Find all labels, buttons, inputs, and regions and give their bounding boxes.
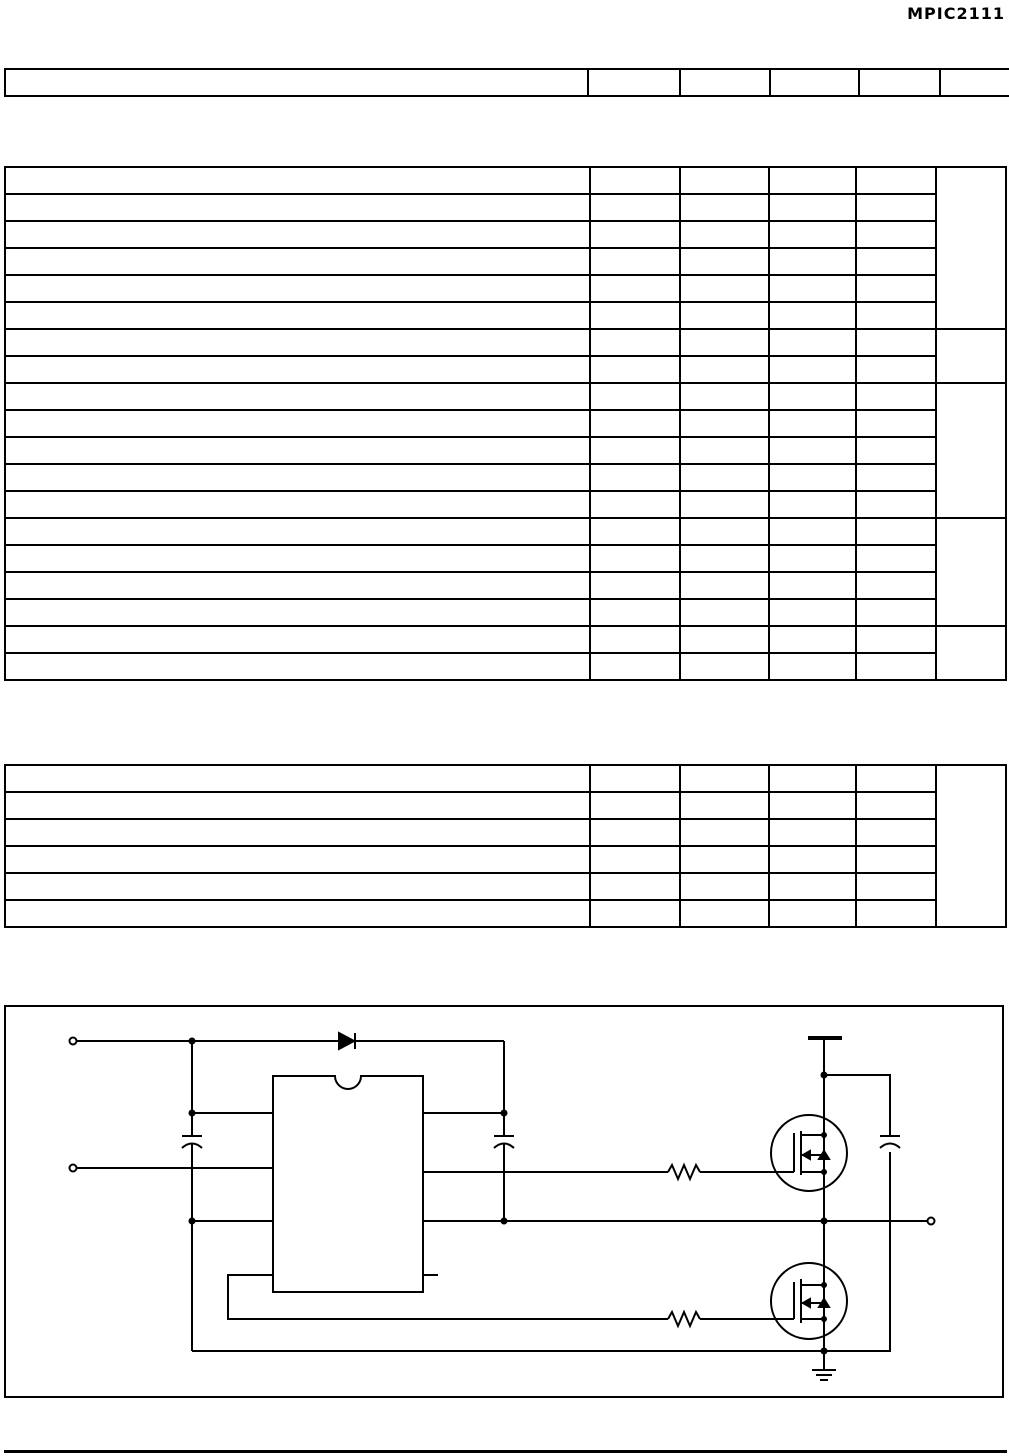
table-cell xyxy=(680,819,769,846)
table-cell xyxy=(769,302,857,329)
table-row xyxy=(5,167,1006,194)
table-cell xyxy=(680,221,769,248)
table-cell xyxy=(590,302,681,329)
table-cell xyxy=(680,653,769,680)
unit-cell xyxy=(936,167,1006,329)
table-cell xyxy=(856,275,935,302)
unit-cell xyxy=(936,626,1006,680)
table-cell xyxy=(5,464,590,491)
table-cell xyxy=(590,329,681,356)
table-cell xyxy=(769,410,857,437)
table-cell xyxy=(856,518,935,545)
table-row xyxy=(5,626,1006,653)
table-cell xyxy=(680,302,769,329)
table-row xyxy=(5,491,1006,518)
table-cell xyxy=(680,410,769,437)
table-row xyxy=(5,383,1006,410)
table-row xyxy=(5,356,1006,383)
mosfet-arrow xyxy=(803,1151,810,1159)
table-cell xyxy=(680,437,769,464)
table-cell xyxy=(769,626,857,653)
table-row xyxy=(5,792,1006,819)
table-cell xyxy=(769,356,857,383)
table-cell xyxy=(769,545,857,572)
table-row xyxy=(5,248,1006,275)
body-diode-icon xyxy=(819,1299,829,1307)
table-cell xyxy=(5,873,590,900)
table-cell xyxy=(680,599,769,626)
table-cell xyxy=(856,356,935,383)
table-cell xyxy=(5,765,590,792)
table-cell xyxy=(5,819,590,846)
table-cell xyxy=(590,873,681,900)
bootstrap-diode-icon xyxy=(339,1033,354,1049)
table-cell xyxy=(769,248,857,275)
table-cell xyxy=(590,819,681,846)
application-circuit-diagram xyxy=(4,1005,1004,1398)
table-cell xyxy=(680,873,769,900)
table-cell xyxy=(588,69,680,96)
table-cell xyxy=(590,572,681,599)
table-cell xyxy=(590,491,681,518)
table-cell xyxy=(769,383,857,410)
gate-resistor-low-icon xyxy=(668,1312,700,1326)
table-cell xyxy=(680,248,769,275)
table-cell xyxy=(5,846,590,873)
table-cell xyxy=(5,545,590,572)
table-cell xyxy=(5,194,590,221)
table-cell xyxy=(680,383,769,410)
table-cell xyxy=(680,572,769,599)
table-cell xyxy=(590,464,681,491)
table-cell xyxy=(680,545,769,572)
table-cell xyxy=(856,410,935,437)
table-row xyxy=(5,572,1006,599)
table-cell xyxy=(856,626,935,653)
table-row xyxy=(5,518,1006,545)
table-cell xyxy=(590,410,681,437)
table-cell xyxy=(5,491,590,518)
table-cell xyxy=(769,464,857,491)
unit-cell xyxy=(936,518,1006,626)
table-cell xyxy=(856,248,935,275)
table-cell xyxy=(5,518,590,545)
table-cell xyxy=(5,900,590,927)
output-terminal xyxy=(928,1218,935,1225)
table-cell xyxy=(5,275,590,302)
table-cell xyxy=(5,383,590,410)
table-cell xyxy=(590,194,681,221)
table-cell xyxy=(680,846,769,873)
table-cell xyxy=(940,69,1009,96)
table-cell xyxy=(856,653,935,680)
table-cell xyxy=(856,545,935,572)
table-cell xyxy=(590,900,681,927)
table-cell xyxy=(769,491,857,518)
table-cell xyxy=(5,599,590,626)
table-row xyxy=(5,819,1006,846)
table-cell xyxy=(680,356,769,383)
table-cell xyxy=(769,873,857,900)
table-cell xyxy=(5,69,588,96)
table-cell xyxy=(856,491,935,518)
table-cell xyxy=(5,792,590,819)
table-cell xyxy=(5,437,590,464)
table-cell xyxy=(856,900,935,927)
table-row xyxy=(5,410,1006,437)
table-row xyxy=(5,69,1009,96)
table-cell xyxy=(769,846,857,873)
table-row xyxy=(5,846,1006,873)
table-cell xyxy=(769,819,857,846)
table-cell xyxy=(856,437,935,464)
table-row xyxy=(5,437,1006,464)
unit-cell xyxy=(936,765,1006,927)
table-cell xyxy=(769,792,857,819)
switching-characteristics-table xyxy=(4,764,1007,928)
table-cell xyxy=(5,653,590,680)
table-cell xyxy=(680,626,769,653)
table-cell xyxy=(680,464,769,491)
table-row xyxy=(5,900,1006,927)
table-cell xyxy=(680,275,769,302)
table-cell xyxy=(856,221,935,248)
table-cell xyxy=(590,846,681,873)
table-cell xyxy=(856,167,935,194)
table-row xyxy=(5,302,1006,329)
table-cell xyxy=(590,599,681,626)
input-terminal-vcc xyxy=(70,1038,77,1045)
table-cell xyxy=(856,765,935,792)
mosfet-arrow xyxy=(803,1299,810,1307)
table-row xyxy=(5,221,1006,248)
table-row xyxy=(5,765,1006,792)
table-cell xyxy=(680,765,769,792)
table-cell xyxy=(5,329,590,356)
unit-cell xyxy=(936,383,1006,518)
table-cell xyxy=(856,599,935,626)
table-cell xyxy=(769,437,857,464)
table-cell xyxy=(680,900,769,927)
table-cell xyxy=(590,383,681,410)
table-row xyxy=(5,194,1006,221)
table-row xyxy=(5,275,1006,302)
table-cell xyxy=(590,653,681,680)
table-cell xyxy=(769,599,857,626)
table-cell xyxy=(856,383,935,410)
table-cell xyxy=(856,873,935,900)
table-cell xyxy=(769,194,857,221)
table-cell xyxy=(680,792,769,819)
driver-ic xyxy=(273,1076,423,1292)
table-row xyxy=(5,464,1006,491)
table-cell xyxy=(769,765,857,792)
table-cell xyxy=(769,221,857,248)
table-cell xyxy=(856,464,935,491)
table-cell xyxy=(856,819,935,846)
table-row xyxy=(5,545,1006,572)
table-cell xyxy=(680,329,769,356)
table-cell xyxy=(856,572,935,599)
table-cell xyxy=(5,626,590,653)
table-cell xyxy=(769,900,857,927)
table-cell xyxy=(769,167,857,194)
table-cell xyxy=(769,275,857,302)
table-cell xyxy=(680,194,769,221)
table-row xyxy=(5,599,1006,626)
table-cell xyxy=(5,410,590,437)
table-cell xyxy=(770,69,859,96)
table-cell xyxy=(5,572,590,599)
capacitor-plate-curved xyxy=(880,1144,900,1149)
table-cell xyxy=(5,221,590,248)
junction-dots xyxy=(189,1038,828,1355)
table-cell xyxy=(680,167,769,194)
table-cell xyxy=(590,792,681,819)
table-cell xyxy=(590,626,681,653)
input-terminal-in xyxy=(70,1165,77,1172)
table-cell xyxy=(680,491,769,518)
table-cell xyxy=(590,765,681,792)
table-cell xyxy=(769,653,857,680)
gate-resistor-high-icon xyxy=(668,1165,700,1179)
table-cell xyxy=(590,167,681,194)
table-cell xyxy=(856,329,935,356)
unit-cell xyxy=(936,329,1006,383)
table-cell xyxy=(590,221,681,248)
table-cell xyxy=(769,329,857,356)
table-cell xyxy=(769,518,857,545)
table-cell xyxy=(769,572,857,599)
table-cell xyxy=(856,194,935,221)
table-cell xyxy=(856,302,935,329)
part-number: MPIC2111 xyxy=(907,4,1005,23)
table-cell xyxy=(590,545,681,572)
table-row xyxy=(5,329,1006,356)
table-cell xyxy=(590,248,681,275)
table-cell xyxy=(5,356,590,383)
table-cell xyxy=(590,518,681,545)
table-cell xyxy=(680,518,769,545)
table-cell xyxy=(5,167,590,194)
table-cell xyxy=(590,356,681,383)
table-cell xyxy=(859,69,940,96)
table-row xyxy=(5,873,1006,900)
table-cell xyxy=(5,248,590,275)
table-cell xyxy=(590,275,681,302)
table-cell xyxy=(856,792,935,819)
wire xyxy=(228,1275,668,1319)
table-cell xyxy=(856,846,935,873)
wire xyxy=(824,1075,890,1135)
spec-header-table xyxy=(4,68,1009,97)
table-row xyxy=(5,653,1006,680)
ground-icon xyxy=(812,1370,836,1380)
table-cell xyxy=(5,302,590,329)
table-cell xyxy=(680,69,770,96)
footer-rule xyxy=(4,1450,1007,1453)
body-diode-icon xyxy=(819,1151,829,1159)
electrical-characteristics-table xyxy=(4,166,1007,681)
table-cell xyxy=(590,437,681,464)
